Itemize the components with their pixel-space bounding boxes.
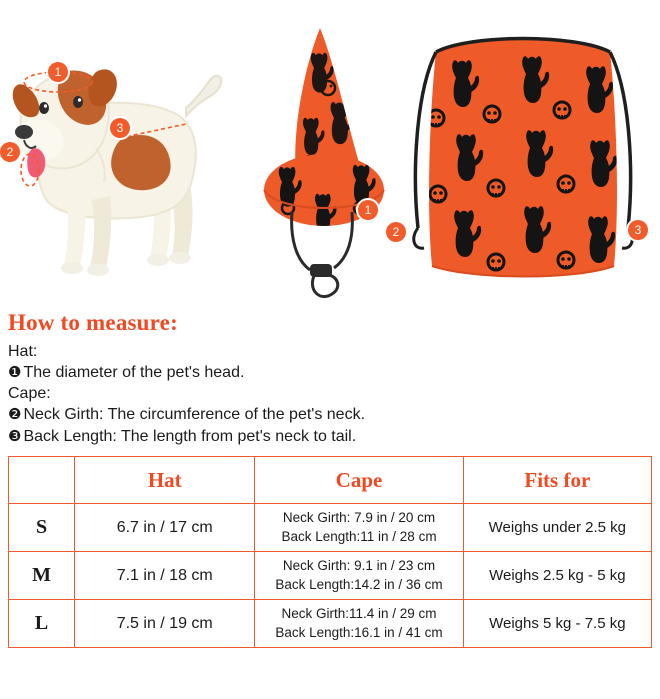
- dog-badge-2: 2: [0, 142, 20, 162]
- row-fits-m: Weighs 2.5 kg - 5 kg: [463, 552, 651, 600]
- row-cape-back-l: Back Length:16.1 in / 41 cm: [275, 624, 443, 640]
- cape-badge-2: 2: [386, 222, 406, 242]
- table-row: [9, 504, 652, 552]
- number-3-icon: ❸: [8, 427, 22, 445]
- dog-badge-3: 3: [110, 118, 130, 138]
- row-cape-back-s: Back Length:11 in / 28 cm: [281, 528, 437, 544]
- row-cape-neck-s: Neck Girth: 7.9 in / 20 cm: [282, 510, 436, 526]
- row-hat-m: 7.1 in / 18 cm: [75, 552, 255, 600]
- number-1-icon: ❶: [8, 363, 22, 381]
- row-size-m: M: [9, 552, 75, 600]
- number-2-icon: ❷: [8, 405, 22, 423]
- cape-back-text: Back Length: The length from pet's neck to tail.: [23, 428, 357, 445]
- dog-illustration: [0, 20, 240, 300]
- cape-subtitle: Cape:: [8, 385, 51, 402]
- dog-badge-1: 1: [48, 62, 68, 82]
- cape-neck-text: Neck Girth: The circumference of the pet's neck.: [23, 406, 366, 423]
- cape-illustration: [392, 22, 655, 297]
- table-row: [9, 552, 652, 600]
- cape-measure-item-neck: [8, 405, 652, 424]
- row-cape-neck-m: Neck Girth: 9.1 in / 23 cm: [282, 558, 436, 574]
- product-illustration: [0, 0, 660, 300]
- row-cape-back-m: Back Length:14.2 in / 36 cm: [275, 576, 443, 592]
- hat-badge-1: 1: [358, 200, 378, 220]
- header-size: [9, 457, 75, 504]
- cape-drawing: [400, 22, 655, 297]
- header-cape: Cape: [255, 457, 463, 504]
- hat-drawing: [248, 22, 388, 302]
- row-fits-s: Weighs under 2.5 kg: [463, 504, 651, 552]
- hat-subtitle: Hat:: [8, 343, 38, 360]
- row-cape-s: [255, 504, 463, 552]
- row-size-s: S: [9, 504, 75, 552]
- hat-measure-text: The diameter of the pet's head.: [23, 364, 245, 381]
- row-cape-m: [255, 552, 463, 600]
- row-hat-s: 6.7 in / 17 cm: [75, 504, 255, 552]
- row-size-l: L: [9, 600, 75, 648]
- cape-badge-3: 3: [628, 220, 648, 240]
- table-header-row: [9, 457, 652, 504]
- how-to-measure-section: [0, 300, 660, 446]
- witch-hat-illustration: [248, 22, 388, 302]
- section-title: How to measure:: [8, 310, 178, 335]
- row-cape-l: [255, 600, 463, 648]
- row-fits-l: Weighs 5 kg - 7.5 kg: [463, 600, 651, 648]
- size-chart-table: [8, 456, 652, 648]
- hat-measure-item: [8, 363, 652, 382]
- header-hat: Hat: [75, 457, 255, 504]
- cape-measure-item-back: [8, 427, 652, 446]
- table-row: [9, 600, 652, 648]
- row-hat-l: 7.5 in / 19 cm: [75, 600, 255, 648]
- row-cape-neck-l: Neck Girth:11.4 in / 29 cm: [281, 606, 437, 622]
- header-fits-for: Fits for: [463, 457, 651, 504]
- dog-drawing: [0, 20, 240, 300]
